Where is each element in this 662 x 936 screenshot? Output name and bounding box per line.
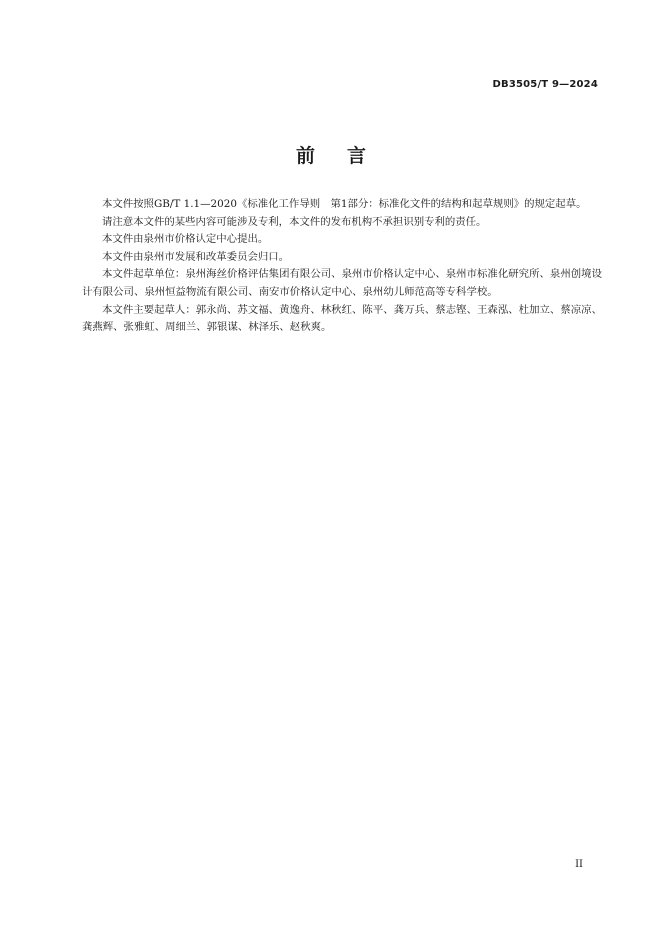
paragraph-proposer: 本文件由泉州市价格认定中心提出。 — [102, 233, 269, 246]
foreword-body — [82, 196, 602, 337]
page-number: II — [575, 859, 583, 870]
paragraph-drafting-basis: 本文件按照GB/T 1.1—2020《标准化工作导则 第1部分：标准化文件的结构和起草规则》的规定起草。 — [102, 198, 587, 210]
paragraph-drafters: 本文件主要起草人：郭永尚、苏文福、黄逸舟、林秋红、陈平、龚万兵、蔡志铿、王森泓、杜加立、蔡凉凉、龚燕辉、张雅虹、周细兰、郭银谋、林泽乐、赵秋爽。 — [82, 303, 602, 334]
page-title: 前言 — [295, 145, 398, 167]
paragraph-patent-notice: 请注意本文件的某些内容可能涉及专利，本文件的发布机构不承担识别专利的责任。 — [102, 215, 487, 228]
paragraph-drafting-units: 本文件起草单位：泉州海丝价格评估集团有限公司、泉州市价格认定中心、泉州市标准化研究所、泉州创境设计有限公司、泉州恒益物流有限公司、南安市价格认定中心、泉州幼儿师范高等专科学校。 — [82, 268, 602, 298]
paragraph-centralized: 本文件由泉州市发展和改革委员会归口。 — [102, 250, 290, 263]
document-code: DB3505/T 9—2024 — [492, 79, 598, 90]
